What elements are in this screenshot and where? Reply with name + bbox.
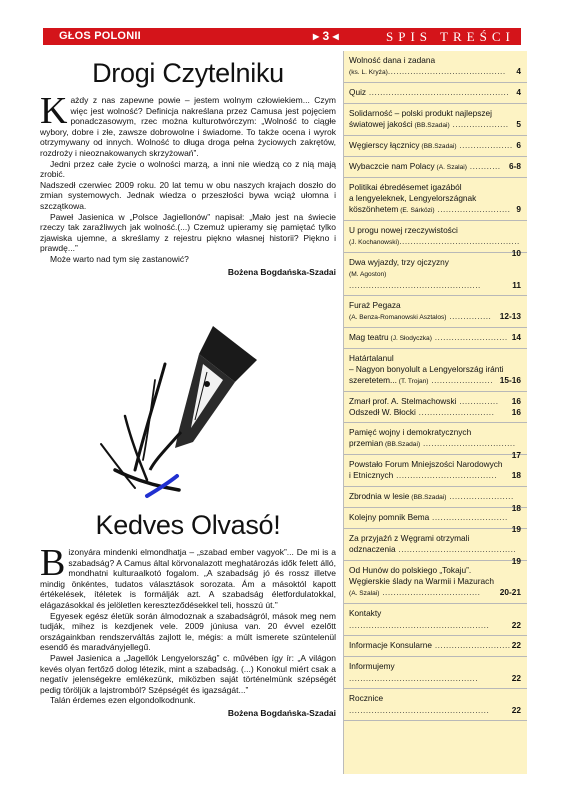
toc-entry-line: [349, 257, 521, 268]
drop-cap: B: [40, 542, 66, 584]
toc-entry-page: 14: [511, 332, 521, 342]
toc-entry-leader: ...................................: [379, 587, 481, 597]
article-hungarian-paragraph: [40, 542, 336, 611]
toc-entry-line: [349, 533, 521, 544]
article-polish-paragraph: Nadszedł czerwiec 2009 roku. 20 lat temu w obu naszych krajach doszło do zmian systemowych. Jednak wiedza o przeszłości bywa wciąż ułomna i szczątkowa.: [40, 179, 336, 211]
toc-entry-page: 6: [516, 140, 521, 150]
toc-entry-title: Od Hunów do polskiego „Tokaju”.: [349, 565, 472, 575]
toc-entry-leader: ..........................: [434, 204, 511, 214]
toc-entry-title: Węgierscy łącznicy: [349, 140, 420, 150]
toc-entry-title: szeretetem...: [349, 375, 397, 385]
toc-entry-title: Solidarność – polski produkt najlepszej: [349, 108, 492, 118]
toc-entry[interactable]: [344, 636, 527, 657]
toc-entry-page: 4: [516, 66, 521, 76]
toc-entry-line: [349, 268, 521, 291]
toc-entry-leader: ......................: [428, 375, 494, 385]
toc-entry-line: [349, 640, 521, 652]
toc-entry-line: [349, 204, 521, 216]
arrow-left-icon: ◀: [332, 32, 339, 41]
toc-entry-title: Węgierskie ślady na Warmii i Mazurach: [349, 576, 494, 586]
toc-entry-author: (A. Benza-Romanowski Asztalos): [349, 314, 447, 321]
toc-entry-line: [349, 66, 521, 78]
toc-entry-line: [349, 193, 521, 204]
toc-entry-leader: ...............: [446, 311, 492, 321]
toc-entry-title: Mag teatru: [349, 332, 389, 342]
toc-entry-page: 11: [512, 280, 521, 290]
toc-entry-line: [349, 459, 521, 470]
magazine-logo: GŁOS POLONII: [59, 30, 141, 42]
toc-entry-line: [349, 407, 521, 418]
toc-entry-title: a lengyeleknek, Lengyelországnak: [349, 193, 477, 203]
toc-entry-author: (A. Szalai): [434, 164, 467, 171]
toc-entry-page: 17: [511, 450, 521, 460]
article-polish: [40, 58, 336, 277]
toc-entry-page: 9: [516, 204, 521, 214]
toc-entry-leader: ..............: [456, 396, 499, 406]
toc-entry-title: – Nagyon bonyolult a Lengyelország iránti: [349, 364, 504, 374]
toc-entry-leader: ...........................: [429, 512, 508, 522]
toc-entry-page: 15-16: [499, 375, 521, 385]
toc-entry[interactable]: [344, 487, 527, 513]
article-polish-paragraph: Paweł Jasienica w „Polsce Jagiellonów” napisał: „Mało jest na świecie rzeczy tak zaraźliwych jak wolność.(...) Czemuż upieramy się pamiętać tylko zjawiska ujemne, a skreślamy z rejestru piękno własnej historii? Piękno i prawdę...”: [40, 211, 336, 254]
article-polish-title: Drogi Czytelniku: [92, 58, 284, 88]
toc-entry[interactable]: [344, 392, 527, 423]
toc-entry-author: (A. Szalai): [349, 590, 380, 597]
toc-entry-page: 22: [511, 673, 521, 683]
toc-entry[interactable]: [344, 157, 527, 178]
toc-entry-line: [349, 587, 521, 599]
toc-entry-title: przemian: [349, 438, 384, 448]
toc-entry-line: [349, 332, 521, 344]
toc-entry-title: Határtalanul: [349, 353, 394, 363]
toc-entry-page: 20-21: [499, 587, 521, 597]
toc-entry-line: [349, 576, 521, 587]
ink-strokes: [101, 364, 179, 496]
toc-entry-author: (BB.Szadai): [419, 143, 457, 150]
toc-entry-leader: ...........................: [415, 407, 495, 417]
toc-entry-line: [349, 55, 521, 66]
toc-entry-leader: ....................................: [393, 470, 498, 480]
toc-entry-line: [349, 491, 521, 513]
toc-entry-line: [349, 608, 521, 631]
toc-entry-line: [349, 427, 521, 438]
toc-entry-title: U progu nowej rzeczywistości: [349, 225, 458, 235]
toc-entry[interactable]: [344, 455, 527, 487]
toc-entry-leader: ..............................................: [349, 673, 479, 683]
toc-entry[interactable]: [344, 136, 527, 157]
toc-entry-page: 5: [516, 119, 521, 129]
toc-entry-title: Kontakty: [349, 608, 382, 618]
toc-entry-title: Wybaczcie nam Polacy: [349, 161, 435, 171]
section-title: SPIS TREŚCI: [386, 29, 515, 44]
toc-entry-author: (BB.Szadai): [383, 441, 421, 448]
toc-entry-page: 22: [511, 705, 521, 715]
toc-entry-title: Rocznice: [349, 693, 384, 703]
toc-entry-author: (M. Agoston): [349, 271, 387, 278]
article-polish-paragraph: Może warto nad tym się zastanowić?: [50, 253, 189, 264]
toc-entry-line: [349, 140, 521, 152]
toc-entry-leader: ..........................................: [387, 66, 506, 76]
toc-entry[interactable]: [344, 104, 527, 136]
toc-entry-leader: ...........................................: [399, 236, 520, 246]
toc-entry-page: 22: [511, 620, 521, 630]
toc-entry[interactable]: [344, 689, 527, 721]
toc-entry[interactable]: [344, 604, 527, 636]
toc-entry-leader: ..........................................: [395, 544, 517, 554]
toc-entry-line: [349, 396, 521, 407]
toc-entry-line: [349, 512, 521, 534]
article-polish-paragraph: [40, 90, 336, 159]
toc-entry-title: Informujemy: [349, 661, 395, 671]
toc-entry-title: i Etnicznych: [349, 470, 394, 480]
toc-entry-page: 10: [511, 248, 521, 258]
toc-entry[interactable]: [344, 221, 527, 258]
toc-entry-leader: .................................: [420, 438, 516, 448]
toc-entry-line: [349, 375, 521, 387]
toc-entry-author: (J. Słodyczka): [388, 335, 432, 342]
toc-entry-line: [349, 236, 521, 258]
toc-entry-page: 19: [511, 556, 521, 566]
toc-entry-title: Politikai ébredésemet igazából: [349, 182, 462, 192]
toc-entry-leader: ...........: [466, 161, 501, 171]
toc-entry-title: Kolejny pomnik Bema: [349, 512, 430, 522]
toc-entry-author: (ks. L. Kryża): [349, 69, 388, 76]
article-hungarian: [40, 510, 336, 718]
toc-entry-line: [349, 661, 521, 684]
toc-entry-title: Za przyjaźń z Węgrami otrzymali: [349, 533, 470, 543]
toc-entry-line: [349, 108, 521, 119]
toc-entry-author: (BB.Szadai): [409, 494, 447, 501]
toc-entry-leader: ..........................: [431, 332, 508, 342]
page-number: [313, 29, 339, 43]
article-hungarian-title: Kedves Olvasó!: [95, 510, 281, 540]
toc-entry[interactable]: [344, 296, 527, 328]
toc-entry-title: Zbrodnia w lesie: [349, 491, 410, 501]
toc-entry[interactable]: [344, 508, 527, 534]
toc-entry-page: 18: [511, 503, 521, 513]
toc-entry[interactable]: [344, 51, 527, 83]
article-hungarian-signature: Bożena Bogdańska-Szadai: [227, 707, 336, 718]
toc-entry-page: 12-13: [499, 311, 521, 321]
toc-entry-leader: ..................................................: [349, 620, 490, 630]
toc-entry-title: Furaż Pegaza: [349, 300, 401, 310]
drop-cap: K: [40, 90, 68, 132]
toc-entry-page: 16: [511, 396, 521, 406]
toc-entry-title: Pamięć wojny i demokratycznych: [349, 427, 472, 437]
article-hungarian-body: [40, 542, 336, 706]
article-hungarian-paragraph: Talán érdemes ezen elgondolkodnunk.: [50, 695, 196, 706]
toc-entry-line: [349, 544, 521, 566]
toc-entry-author: (T. Trojan): [396, 378, 429, 385]
toc-entry-leader: .......................: [446, 491, 514, 501]
pen-nib: [150, 326, 257, 470]
toc-entry-line: [349, 565, 521, 576]
toc-entry-line: [349, 438, 521, 460]
article-hungarian-paragraph: Paweł Jasienica a „Jagellók Lengyelország” c. művében így ír: „A világon kevés olyan fertőző dolog létezik, mint a szabadság. (...) Konokul miért csak a negatív jelenségekre emlékezünk, miközben saját történelmünk szépségét pedig töröljük a lajstromból? Szépségét és igazságát...”: [40, 652, 336, 695]
toc-entry-line: [349, 353, 521, 364]
toc-entry-line: [349, 470, 521, 482]
toc-entry-title: Wolność dana i zadana: [349, 55, 436, 65]
toc-entry-leader: ..................................................: [349, 705, 490, 715]
toc-entry-line: [349, 693, 521, 716]
toc-entry-leader: ...................: [456, 140, 513, 150]
toc-entry-page: 18: [511, 470, 521, 480]
arrow-right-icon: ▶: [313, 32, 320, 41]
toc-entry[interactable]: [344, 423, 527, 460]
toc-entry[interactable]: [344, 529, 527, 566]
toc-entry-title: Zmarł prof. A. Stelmachowski: [349, 396, 457, 406]
toc-entry-author: (E. Sárközi): [398, 207, 435, 214]
toc-entry-page: 19: [511, 524, 521, 534]
toc-entry[interactable]: [344, 253, 527, 296]
toc-entry[interactable]: [344, 657, 527, 689]
toc-entry-leader: ...............................................: [349, 280, 481, 290]
toc-entry-title: Quiz: [349, 87, 367, 97]
article-polish-body: [40, 90, 336, 265]
toc-entry-leader: ..................................................: [366, 87, 510, 97]
toc-entry-page: 4: [516, 87, 521, 97]
toc-entry-author: (BB.Szadai): [412, 122, 450, 129]
header-bar: [43, 28, 521, 45]
fountain-pen-illustration: [95, 320, 265, 510]
article-polish-paragraph-text: ażdy z nas zapewne powie – jestem wolnym człowiekiem... Czym więc jest wolność? Definicja nakreślana przez Camusa jest pojęciem ponadczasowym, rzec można kulturotwórczym: „Wolność to ciągłe wybory, dobre i złe, zawsze dobrowolne i świadome. To także ocena i wyrok otrzymywany od innych. Wolność to długa droga pełna życiowych zakrętów, rozdroży i nieoznakowanych skrzyżowań”.: [40, 95, 336, 158]
toc-entry-title: köszönhetem: [349, 204, 399, 214]
toc-entry[interactable]: [344, 328, 527, 349]
article-polish-paragraph: Jedni przez całe życie o wolności marzą, a inni nie wiedzą co z nią mają zrobić.: [40, 158, 336, 180]
toc-entry-title: Informacje Konsularne: [349, 640, 433, 650]
toc-entry-title: Powstało Forum Mniejszości Narodowych: [349, 459, 503, 469]
toc-entry[interactable]: [344, 561, 527, 604]
toc-entry-line: [349, 300, 521, 311]
toc-entry-author: (J. Kochanowski): [349, 239, 400, 246]
toc-entry-page: 6-8: [509, 161, 521, 171]
toc-entry-line: [349, 182, 521, 193]
toc-entry-page: 22: [511, 640, 521, 650]
toc-entry-title: światowej jakości: [349, 119, 413, 129]
toc-entry-line: [349, 119, 521, 131]
toc-entry-title: Odszedł W. Błocki: [349, 407, 416, 417]
toc-entry-line: [349, 364, 521, 375]
toc-entry-leader: ....................: [449, 119, 509, 129]
article-hungarian-paragraph-text: izonyára mindenki elmondhatja – „szabad ember vagyok”... De mi is a szabadság? A Camus által körvonalazott meghatározás idők felett álló, mondhatni kulturaalkotó fogalom. „A szabadság jó és rossz illetve mindig önkéntes, tudatos választások sorozata. Ám a másoktól kapott értékelések, ítéletek is formálják azt. A szabadság életfordulatokkal, elágazásokkal és jelöletlen kereszteződésekkel teli, hosszú út.”: [40, 547, 336, 610]
toc-entry-title: Dwa wyjazdy, trzy ojczyzny: [349, 257, 449, 267]
article-polish-signature: Bożena Bogdańska-Szadai: [227, 266, 336, 277]
toc-entry[interactable]: [344, 349, 527, 392]
toc-entry-line: [349, 161, 521, 173]
toc-entry[interactable]: [344, 83, 527, 104]
page-number-value: 3: [322, 29, 330, 43]
article-hungarian-paragraph: Egyesek egész életük során álmodoznak a szabadságról, mások meg nem tudják, mihez is kezdjenek vele. 2009 júniusa van. 20 évvel ezelőtt országainkban rendszerváltás zajlott le, mégis: a múlt ismerete szüntelenül esendő és maradványjellegű.: [40, 610, 336, 653]
table-of-contents: [343, 51, 527, 774]
toc-entry-line: [349, 311, 521, 323]
toc-entry-line: [349, 225, 521, 236]
toc-entry-page: 16: [511, 407, 521, 417]
toc-entry[interactable]: [344, 178, 527, 221]
toc-entry-title: odznaczenia: [349, 544, 396, 554]
toc-entry-line: [349, 87, 521, 99]
toc-entry-leader: ...........................: [432, 640, 511, 650]
